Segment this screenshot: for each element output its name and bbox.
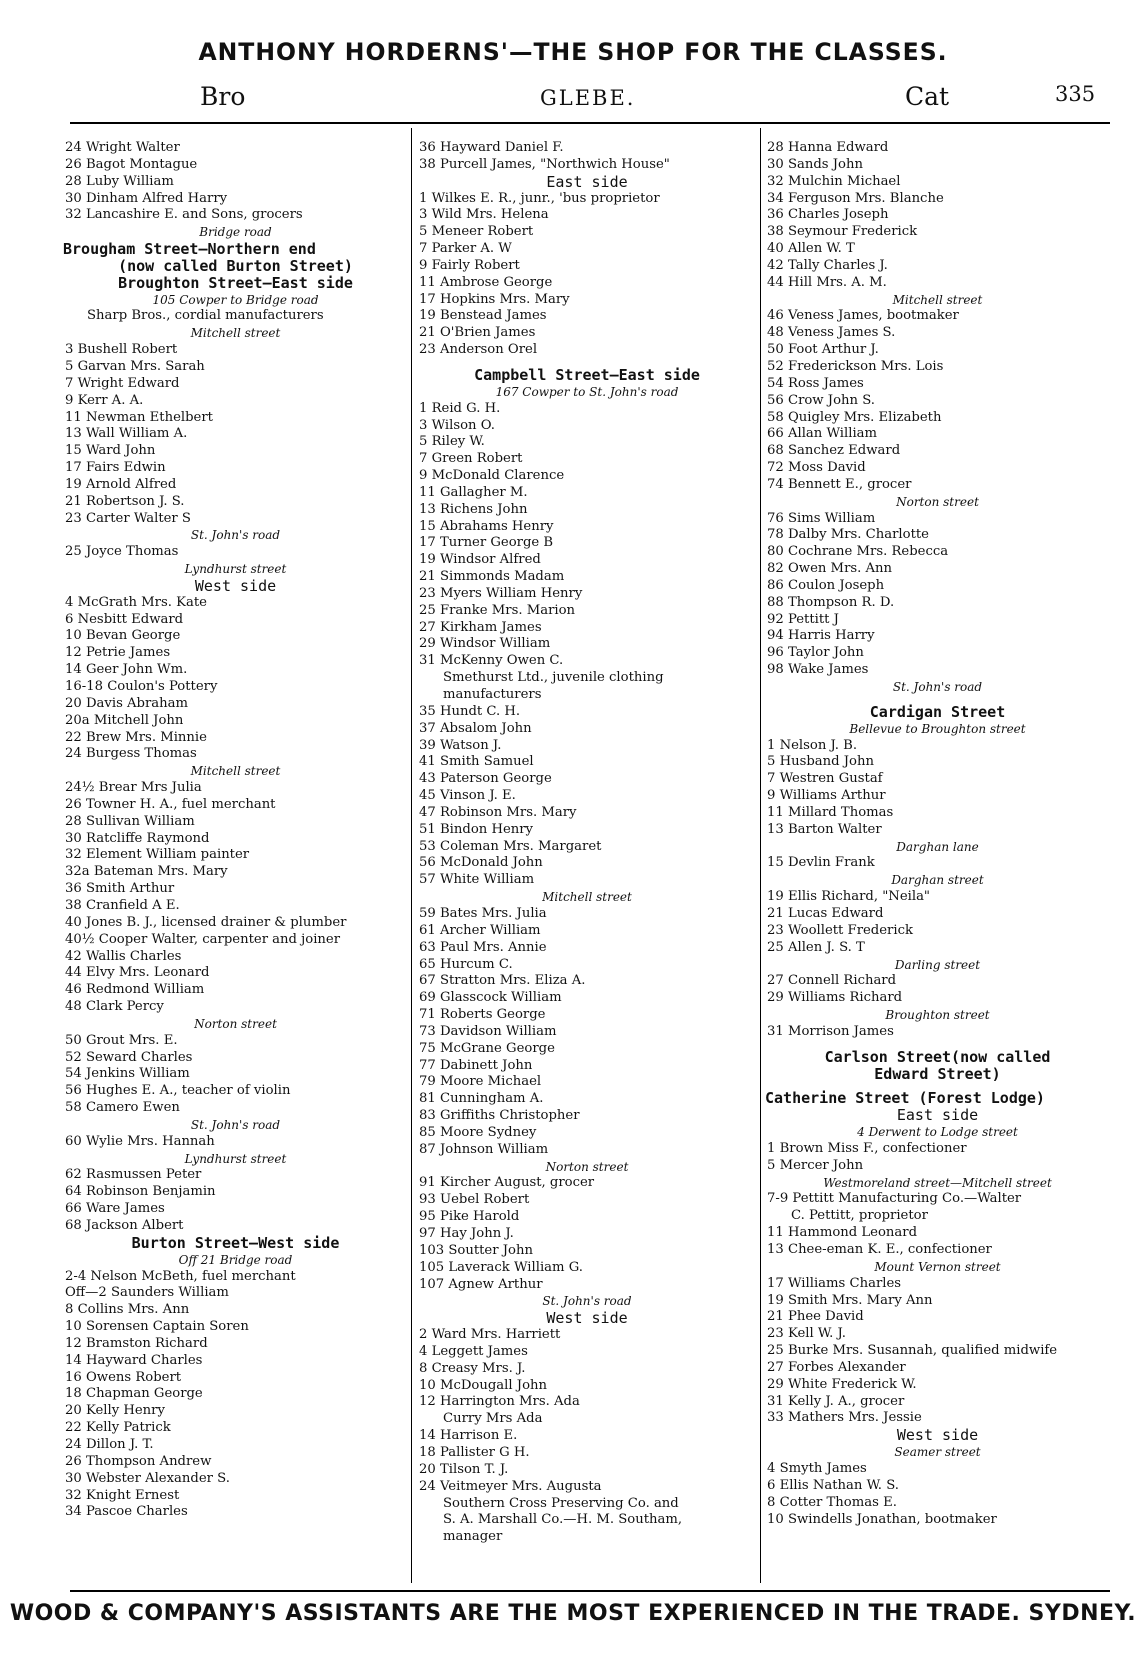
directory-entry: 7 Parker A. W [419,241,512,257]
directory-entry: 13 Barton Walter [767,821,882,837]
directory-entry: 81 Cunningham A. [419,1091,544,1107]
cross-street-label: Norton street [896,494,979,509]
directory-entry: 17 Williams Charles [767,1275,902,1291]
directory-entry: 103 Soutter John [419,1242,533,1258]
directory-entry: 13 Wall William A. [65,426,188,442]
street-heading: Brougham Street—Northern end [63,241,316,258]
directory-entry: 14 Geer John Wm. [65,662,188,678]
directory-entry: 19 Ellis Richard, "Neila" [767,889,931,905]
directory-entry: 30 Sands John [767,156,863,172]
spacer [417,359,757,367]
directory-entry: 27 Kirkham James [419,619,542,635]
directory-entry: 15 Ward John [65,443,156,459]
page-number: 335 [1055,82,1096,106]
directory-entry: 31 McKenny Owen C. [419,653,564,669]
directory-entry: 19 Windsor Alfred [419,552,541,568]
spacer [765,1082,1110,1090]
directory-entry: 7-9 Pettitt Manufacturing Co.—Walter [767,1191,1022,1207]
directory-entry: 13 Richens John [419,501,528,517]
directory-entry: 11 Newman Ethelbert [65,409,213,425]
directory-entry: 36 Charles Joseph [767,207,889,223]
directory-entry-continuation: Curry Mrs Ada [443,1411,543,1427]
directory-entry: 19 Benstead James [419,308,547,324]
directory-entry: 75 McGrane George [419,1040,555,1056]
directory-entry: 66 Allan William [767,426,878,442]
directory-entry: 2-4 Nelson McBeth, fuel merchant [65,1268,296,1284]
directory-entry: 8 Creasy Mrs. J. [419,1360,526,1376]
spacer [765,696,1110,704]
cross-street-label: Mitchell street [190,764,281,779]
directory-entry: 17 Turner George B [419,535,554,551]
directory-entry: 29 Windsor William [419,636,551,652]
directory-entry: 46 Redmond William [65,982,205,998]
directory-entry: 12 Bramston Richard [65,1335,208,1351]
street-heading: (now called Burton Street) [118,257,353,275]
directory-entry: 64 Robinson Benjamin [65,1184,216,1200]
directory-entry: 6 Ellis Nathan W. S. [767,1477,899,1493]
street-extent-label: Off 21 Bridge road [178,1252,293,1267]
directory-entry: 20a Mitchell John [65,712,184,728]
directory-entry: 79 Moore Michael [419,1074,542,1090]
directory-entry: 4 Smyth James [767,1460,867,1476]
directory-entry: 58 Quigley Mrs. Elizabeth [767,409,942,425]
directory-entry: 42 Wallis Charles [65,948,182,964]
directory-entry: 96 Taylor John [767,645,864,661]
directory-entry: 1 Wilkes E. R., junr., 'bus proprietor [419,190,660,206]
directory-entry: 32 Element William painter [65,847,250,863]
directory-entry: 5 Mercer John [767,1157,864,1173]
directory-entry: 25 Allen J. S. T [767,939,865,955]
directory-entry: 20 Kelly Henry [65,1403,165,1419]
directory-entry-continuation: manufacturers [443,687,542,702]
directory-entry: 94 Harris Harry [767,628,875,644]
directory-entry: 67 Stratton Mrs. Eliza A. [419,973,586,989]
directory-entry: 28 Sullivan William [65,813,195,829]
directory-entry: 25 Franke Mrs. Marion [419,602,576,618]
directory-entry: 58 Camero Ewen [65,1100,180,1116]
directory-entry: 36 Smith Arthur [65,881,175,897]
directory-entry-continuation: C. Pettitt, proprietor [791,1208,928,1224]
directory-entry: 15 Devlin Frank [767,855,875,871]
directory-entry-continuation: manager [443,1529,503,1545]
directory-entry: 47 Robinson Mrs. Mary [419,804,577,820]
directory-entry: 32 Lancashire E. and Sons, grocers [65,207,303,223]
cross-street-label: Darghan street [891,873,984,888]
directory-entry: 25 Joyce Thomas [65,544,179,560]
directory-entry: 66 Ware James [65,1201,165,1217]
directory-entry: 21 O'Brien James [419,325,536,341]
directory-entry: 40 Jones B. J., licensed drainer & plumber [65,914,347,930]
directory-entry: 6 Nesbitt Edward [65,611,184,627]
directory-entry: 28 Luby William [65,173,174,189]
running-header [70,82,1110,118]
directory-entry: 57 White William [419,872,535,888]
street-side-heading: East side [896,1107,979,1125]
column-divider-2 [760,128,761,1583]
directory-entry: 50 Grout Mrs. E. [65,1032,178,1048]
cross-street-label: Westmoreland street—Mitchell street [823,1175,1052,1190]
cross-street-label: St. John's road [190,528,281,543]
cross-street-label: Lyndhurst street [184,562,287,577]
header-suburb: GLEBE. [540,86,636,110]
column-divider-1 [411,128,412,1583]
directory-entry: 45 Vinson J. E. [419,788,516,804]
directory-entry: 19 Smith Mrs. Mary Ann [767,1292,933,1308]
directory-entry: 1 Reid G. H. [419,400,501,416]
cross-street-label: Seamer street [894,1445,981,1460]
directory-entry: 20 Davis Abraham [65,695,189,711]
directory-entry: 5 Meneer Robert [419,224,534,240]
directory-entry: 29 White Frederick W. [767,1376,917,1392]
cross-street-label: St. John's road [190,1117,281,1132]
directory-entry: 73 Davidson William [419,1023,557,1039]
directory-entry: 30 Dinham Alfred Harry [65,190,228,206]
directory-entry: 27 Connell Richard [767,973,897,989]
directory-entry: 9 Kerr A. A. [65,392,144,408]
directory-entry: 85 Moore Sydney [419,1124,537,1140]
directory-entry: 59 Bates Mrs. Julia [419,905,547,921]
directory-entry: 23 Anderson Orel [419,342,538,358]
directory-entry: 61 Archer William [419,922,541,938]
directory-entry: 88 Thompson R. D. [767,594,895,610]
directory-entry-continuation: Southern Cross Preserving Co. and [443,1495,679,1511]
directory-entry: 71 Roberts George [419,1007,546,1023]
directory-entry: 41 Smith Samuel [419,754,534,770]
directory-entry: 68 Jackson Albert [65,1218,184,1233]
directory-entry: 24 Dillon J. T. [65,1436,154,1452]
directory-entry: 22 Kelly Patrick [65,1420,171,1436]
directory-entry: 16-18 Coulon's Pottery [65,679,218,694]
street-heading: Carlson Street(now called [824,1048,1051,1066]
footer-rule [70,1590,1110,1592]
directory-entry: 78 Dalby Mrs. Charlotte [767,527,929,543]
directory-entry: 35 Hundt C. H. [419,703,521,719]
directory-entry: 65 Hurcum C. [419,956,513,972]
directory-entry: 9 Fairly Robert [419,257,520,273]
cross-street-label: Norton street [545,1159,629,1174]
directory-entry: 38 Seymour Frederick [767,224,918,240]
directory-entry: 40½ Cooper Walter, carpenter and joiner [65,931,341,947]
street-heading: Cardigan Street [869,703,1006,721]
directory-column-3 [765,140,1110,1528]
directory-entry: 97 Hay John J. [419,1226,514,1241]
directory-entry-continuation: S. A. Marshall Co.—H. M. Southam, [443,1512,683,1528]
directory-entry: Sharp Bros., cordial manufacturers [87,308,324,324]
street-side-heading: West side [546,1310,628,1328]
directory-entry: 7 Green Robert [419,451,523,467]
directory-entry: 93 Uebel Robert [419,1192,530,1208]
directory-entry: 92 Pettitt J [767,611,839,627]
directory-entry: 33 Mathers Mrs. Jessie [767,1410,922,1426]
directory-entry: 11 Gallagher M. [419,484,528,500]
directory-entry: 63 Paul Mrs. Annie [419,939,547,955]
directory-entry: 23 Carter Walter S [65,510,191,526]
directory-entry: 23 Myers William Henry [419,585,583,601]
directory-entry: 5 Riley W. [419,434,485,450]
directory-entry: 19 Arnold Alfred [65,476,177,492]
cross-street-label: Bridge road [199,225,272,240]
street-heading: Catherine Street (Forest Lodge) [765,1090,1045,1108]
street-extent-label: 4 Derwent to Lodge street [857,1125,1018,1140]
directory-entry: 48 Clark Percy [65,999,164,1015]
directory-entry: 29 Williams Richard [767,990,903,1006]
directory-entry: 5 Garvan Mrs. Sarah [65,358,205,374]
directory-entry: 21 Simmonds Madam [419,569,565,585]
directory-entry: 17 Hopkins Mrs. Mary [419,291,570,307]
directory-entry: 39 Watson J. [419,737,502,753]
directory-entry: 53 Coleman Mrs. Margaret [419,838,602,854]
directory-entry: 51 Bindon Henry [419,821,533,837]
street-side-heading: East side [546,173,628,191]
directory-entry: 69 Glasscock William [419,990,562,1006]
directory-entry: 28 Hanna Edward [767,140,889,155]
directory-entry: 105 Laverack William G. [419,1259,583,1275]
street-heading: Campbell Street—East side [474,366,700,384]
cross-street-label: Mitchell street [190,326,281,341]
directory-entry: 44 Elvy Mrs. Leonard [65,965,210,981]
directory-entry: 11 Hammond Leonard [767,1225,918,1241]
header-left-guide-word: Bro [200,82,246,111]
directory-entry: 27 Forbes Alexander [767,1359,906,1375]
directory-entry: 54 Ross James [767,375,864,391]
directory-entry: 68 Sanchez Edward [767,443,901,459]
directory-entry: 10 Sorensen Captain Soren [65,1319,249,1335]
street-side-heading: West side [194,577,277,595]
directory-entry: 21 Lucas Edward [767,905,884,921]
directory-entry: 4 Leggett James [419,1343,528,1359]
directory-entry: 12 Petrie James [65,645,171,661]
directory-entry: 56 Crow John S. [767,392,875,408]
directory-entry: 23 Woollett Frederick [767,922,913,938]
directory-entry: 2 Ward Mrs. Harriett [419,1327,561,1343]
directory-entry: 1 Nelson J. B. [767,737,858,753]
directory-entry: 98 Wake James [767,662,869,678]
street-heading: Burton Street—West side [131,1234,340,1252]
directory-entry: 24 Wright Walter [65,140,180,155]
directory-entry: 25 Burke Mrs. Susannah, qualified midwife [767,1343,1058,1359]
directory-entry: 87 Johnson William [419,1141,549,1157]
directory-entry: 31 Morrison James [767,1023,894,1039]
page-banner-bottom: WOOD & COMPANY'S ASSISTANTS ARE THE MOST EXPERIENCED IN THE TRADE. SYDNEY. [9,1601,1137,1626]
directory-entry: 83 Griffiths Christopher [419,1108,580,1124]
cross-street-label: Mitchell street [892,292,983,307]
directory-entry: 91 Kircher August, grocer [419,1175,595,1191]
directory-entry: 8 Cotter Thomas E. [767,1494,897,1510]
directory-entry: 24 Veitmeyer Mrs. Augusta [419,1478,602,1494]
directory-entry: 30 Ratcliffe Raymond [65,830,210,846]
cross-street-label: St. John's road [892,680,983,694]
directory-entry: 52 Frederickson Mrs. Lois [767,358,944,374]
directory-entry: 107 Agnew Arthur [419,1276,543,1292]
directory-entry: 38 Purcell James, "Northwich House" [419,156,670,172]
directory-entry: 18 Pallister G H. [419,1444,530,1460]
directory-entry: 48 Veness James S. [767,325,896,341]
cross-street-label: Darghan lane [896,839,979,854]
directory-entry: 34 Ferguson Mrs. Blanche [767,190,944,206]
directory-entry: 80 Cochrane Mrs. Rebecca [767,544,949,560]
directory-entry: 9 McDonald Clarence [419,468,565,484]
cross-street-label: Norton street [194,1016,277,1031]
directory-entry: 5 Husband John [767,754,874,770]
directory-entry: 13 Chee-eman K. E., confectioner [767,1242,992,1257]
street-heading: Edward Street) [874,1065,1001,1083]
directory-entry: 7 Westren Gustaf [767,771,883,787]
directory-entry: 11 Millard Thomas [767,804,894,820]
directory-entry: 15 Abrahams Henry [419,518,554,534]
directory-entry: 26 Bagot Montague [65,156,198,172]
directory-entry: 72 Moss David [767,460,866,476]
directory-entry: 10 Bevan George [65,628,181,644]
directory-entry: Off—2 Saunders William [65,1285,229,1301]
directory-entry: 26 Towner H. A., fuel merchant [65,796,276,812]
street-side-heading: West side [896,1427,979,1445]
directory-entry: 62 Rasmussen Peter [65,1167,202,1183]
street-heading: Broughton Street—East side [118,274,353,292]
directory-entry: 82 Owen Mrs. Ann [767,561,893,577]
directory-entry: 26 Thompson Andrew [65,1453,212,1469]
directory-entry: 24½ Brear Mrs Julia [65,780,202,796]
cross-street-label: Mount Vernon street [874,1259,1001,1274]
directory-entry: 30 Webster Alexander S. [65,1470,230,1486]
directory-entry: 12 Harrington Mrs. Ada [419,1394,580,1410]
directory-entry: 21 Phee David [767,1309,864,1325]
directory-entry: 36 Hayward Daniel F. [419,140,564,155]
directory-entry: 46 Veness James, bootmaker [767,308,959,324]
directory-entry: 54 Jenkins William [65,1066,190,1082]
directory-entry: 56 McDonald John [419,855,543,871]
directory-entry: 34 Pascoe Charles [65,1504,188,1520]
directory-entry: 1 Brown Miss F., confectioner [767,1140,967,1156]
directory-entry: 21 Robertson J. S. [65,493,185,509]
directory-entry: 43 Paterson George [419,771,552,787]
header-right-guide-word: Cat [905,82,950,111]
cross-street-label: Broughton street [885,1008,990,1023]
header-rule [70,122,1110,124]
directory-entry: 76 Sims William [767,510,876,526]
street-extent-label: 105 Cowper to Bridge road [152,292,319,307]
cross-street-label: Lyndhurst street [184,1151,287,1166]
directory-entry: 37 Absalom John [419,720,532,736]
directory-entry: 11 Ambrose George [419,274,553,290]
directory-entry: 7 Wright Edward [65,375,180,391]
directory-entry: 18 Chapman George [65,1386,203,1402]
directory-entry: 16 Owens Robert [65,1369,182,1385]
directory-entry: 74 Bennett E., grocer [767,476,912,492]
directory-entry: 32a Bateman Mrs. Mary [65,864,228,880]
directory-entry: 17 Fairs Edwin [65,460,166,476]
directory-entry: 50 Foot Arthur J. [767,342,879,358]
directory-entry: 24 Burgess Thomas [65,746,197,762]
directory-entry: 10 McDougall John [419,1377,548,1393]
directory-entry: 38 Cranfield A E. [65,897,180,913]
directory-entry: 3 Wilson O. [419,417,495,433]
directory-entry: 95 Pike Harold [419,1209,520,1225]
spacer [765,1041,1110,1049]
directory-entry: 10 Swindells Jonathan, bootmaker [767,1511,997,1527]
cross-street-label: Darling street [894,957,981,972]
street-extent-label: Bellevue to Broughton street [849,721,1026,736]
directory-entry: 31 Kelly J. A., grocer [767,1393,905,1409]
cross-street-label: Mitchell street [542,890,632,905]
directory-entry: 40 Allen W. T [767,241,855,257]
directory-entry-continuation: Smethurst Ltd., juvenile clothing [443,670,664,686]
cross-street-label: St. John's road [542,1294,632,1309]
directory-entry: 20 Tilson T. J. [419,1461,509,1477]
directory-entry: 3 Bushell Robert [65,342,178,358]
directory-entry: 14 Harrison E. [419,1428,518,1444]
directory-entry: 22 Brew Mrs. Minnie [65,729,207,745]
directory-entry: 52 Seward Charles [65,1049,193,1065]
directory-column-1 [63,140,408,1521]
directory-entry: 3 Wild Mrs. Helena [419,207,549,223]
directory-entry: 32 Mulchin Michael [767,173,901,189]
directory-entry: 23 Kell W. J. [767,1326,846,1342]
page-banner-top: ANTHONY HORDERNS'—THE SHOP FOR THE CLASSES. [198,38,948,66]
directory-entry: 4 McGrath Mrs. Kate [65,594,207,610]
directory-entry: 60 Wylie Mrs. Hannah [65,1133,215,1149]
directory-entry: 42 Tally Charles J. [767,257,888,273]
directory-entry: 56 Hughes E. A., teacher of violin [65,1083,291,1099]
directory-entry: 9 Williams Arthur [767,788,886,804]
directory-entry: 86 Coulon Joseph [767,577,885,593]
directory-entry: 14 Hayward Charles [65,1352,203,1368]
directory-entry: 8 Collins Mrs. Ann [65,1302,190,1318]
directory-entry: 44 Hill Mrs. A. M. [767,274,887,290]
directory-entry: 77 Dabinett John [419,1057,533,1073]
street-extent-label: 167 Cowper to St. John's road [495,384,679,399]
directory-column-2 [417,140,757,1546]
directory-entry: 32 Knight Ernest [65,1487,180,1503]
